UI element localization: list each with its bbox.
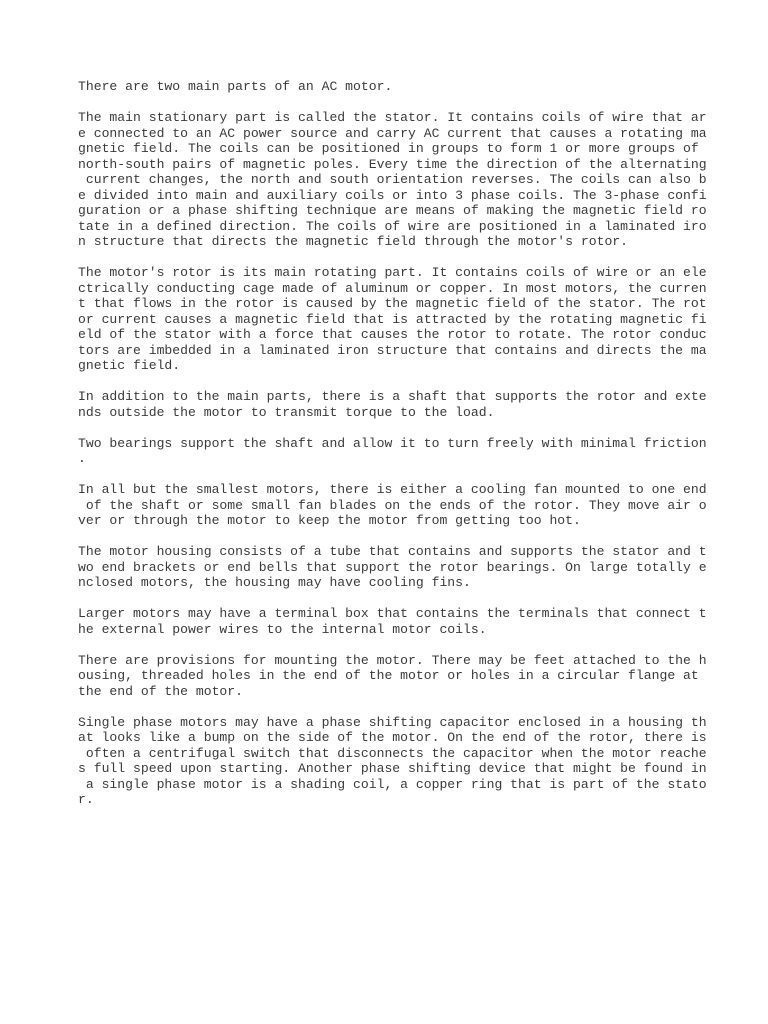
text-line: wo end brackets or end bells that support the rotor bearings. On large totally e xyxy=(78,559,707,575)
paragraph xyxy=(78,606,718,637)
text-line: n structure that directs the magnetic field through the motor's rotor. xyxy=(78,234,629,249)
text-line: tate in a defined direction. The coils of wire are positioned in a laminated iro xyxy=(78,218,707,234)
document-body xyxy=(78,79,718,823)
text-line: Single phase motors may have a phase shifting capacitor enclosed in a housing th xyxy=(78,714,707,730)
text-line: s full speed upon starting. Another phase shifting device that might be found in xyxy=(78,761,707,776)
text-line: ctrically conducting cage made of aluminum or copper. In most motors, the curren xyxy=(78,280,707,296)
text-line: north-south pairs of magnetic poles. Every time the direction of the alternating xyxy=(78,156,707,172)
text-line: or current causes a magnetic field that is attracted by the rotating magnetic fi xyxy=(78,311,707,327)
text-line: at looks like a bump on the side of the motor. On the end of the rotor, there is xyxy=(78,730,707,745)
text-line: The motor's rotor is its main rotating part. It contains coils of wire or an ele xyxy=(78,265,707,280)
text-line: Two bearings support the shaft and allow it to turn freely with minimal friction xyxy=(78,435,707,451)
paragraph xyxy=(78,544,718,591)
paragraph xyxy=(78,715,718,808)
text-line: r. xyxy=(78,792,94,807)
paragraph xyxy=(78,653,718,700)
text-line: t that flows in the rotor is caused by the magnetic field of the stator. The rot xyxy=(78,296,707,311)
text-line: eld of the stator with a force that causes the rotor to rotate. The rotor conduc xyxy=(78,327,707,342)
text-line: ousing, threaded holes in the end of the motor or holes in a circular flange at xyxy=(78,668,699,683)
text-line: e connected to an AC power source and carry AC current that causes a rotating ma xyxy=(78,125,707,141)
paragraph xyxy=(78,482,718,529)
text-line: often a centrifugal switch that disconnects the capacitor when the motor reache xyxy=(78,745,707,761)
text-line: a single phase motor is a shading coil, a copper ring that is part of the stato xyxy=(78,776,707,792)
text-line: current changes, the north and south orientation reverses. The coils can also b xyxy=(78,172,707,187)
text-line: The main stationary part is called the stator. It contains coils of wire that ar xyxy=(78,110,707,125)
text-line: nds outside the motor to transmit torque to the load. xyxy=(78,404,495,420)
text-line: In all but the smallest motors, there is either a cooling fan mounted to one end xyxy=(78,482,707,497)
text-line: Larger motors may have a terminal box that contains the terminals that connect t xyxy=(78,606,707,621)
text-line: ver or through the motor to keep the motor from getting too hot. xyxy=(78,513,581,528)
text-line: . xyxy=(78,451,86,466)
text-line: There are provisions for mounting the motor. There may be feet attached to the h xyxy=(78,652,707,668)
text-line: The motor housing consists of a tube that contains and supports the stator and t xyxy=(78,544,707,559)
text-line: e divided into main and auxiliary coils or into 3 phase coils. The 3-phase confi xyxy=(78,187,707,203)
text-line: gnetic field. The coils can be positioned in groups to form 1 or more groups of xyxy=(78,141,699,156)
paragraph xyxy=(78,436,718,467)
paragraph xyxy=(78,110,718,250)
text-line: tors are imbedded in a laminated iron structure that contains and directs the ma xyxy=(78,342,707,358)
text-line: of the shaft or some small fan blades on the ends of the rotor. They move air o xyxy=(78,497,707,513)
text-line: the end of the motor. xyxy=(78,683,244,699)
text-line: gnetic field. xyxy=(78,358,181,373)
text-line: There are two main parts of an AC motor. xyxy=(78,79,393,94)
paragraph xyxy=(78,265,718,374)
text-line: nclosed motors, the housing may have cooling fins. xyxy=(78,575,471,590)
paragraph xyxy=(78,389,718,420)
paragraph xyxy=(78,79,718,95)
text-line: he external power wires to the internal motor coils. xyxy=(78,621,487,637)
text-line: guration or a phase shifting technique are means of making the magnetic field ro xyxy=(78,203,707,218)
text-line: In addition to the main parts, there is a shaft that supports the rotor and exte xyxy=(78,389,707,404)
